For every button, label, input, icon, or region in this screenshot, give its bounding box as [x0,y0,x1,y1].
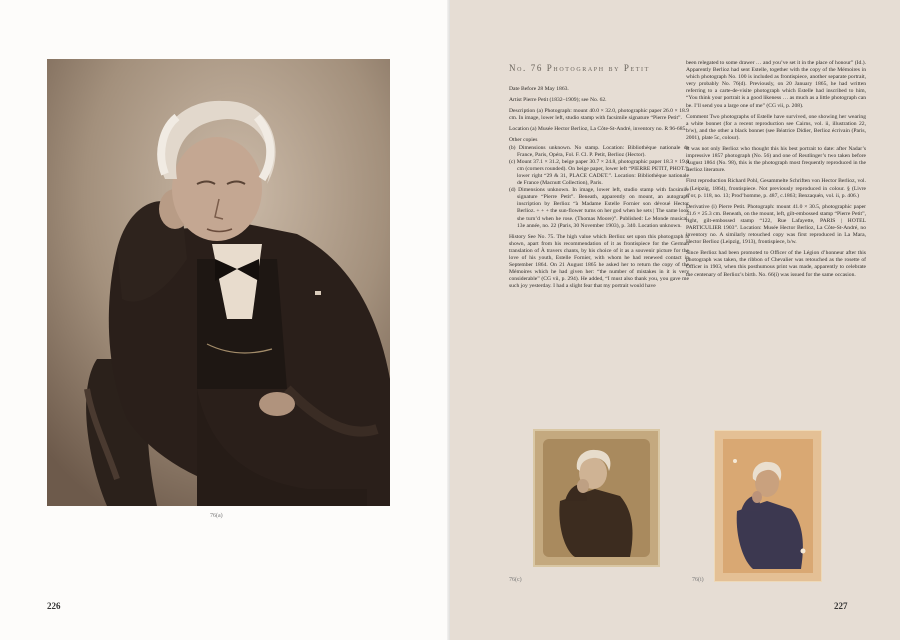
copy-item-b: (b) Dimensions unknown. No stamp. Location: Bibliothèque nationale de France, Paris, Opéra, Fol. F. Cl. P. Petit, Berlioz (Hector). [509,144,689,158]
figure-caption-76a: 76(a) [210,513,223,519]
entry-heading: No. 76 Photograph by Petit [509,63,650,73]
copy-item-d: (d) Dimensions unknown. In image, lower left, studio stamp with facsimile signature “Pierre Petit”. Beneath, apparently on mount, an autograph inscription by Berlioz “à Madame Estelle Fornier son dévoué Hector Berlioz. + + + the sun-flower turns on her god when he sets | The same look she turn’d when he rose. (Thomas Moore)”. Published: Le Monde musical, 13e année, no. 22 (Paris, 30 November 1903), p. 340. Location unknown. [509,187,689,229]
other-copies-title: Other copies [509,137,538,144]
portrait-illustration [47,59,390,506]
entry-derivative-2: Since Berlioz had been promoted to Officer of the Légion d’honneur after this photograph was taken, the ribbon of Chevalier was retouched as the rosette of Officer in 1903, when this posthumous print was made, apparently to celebrate the centenary of Berlioz’s birth. No. 66(i) was issued for the same occasion. [686,250,866,278]
portrait-photograph-76a [47,59,390,506]
entry-date: Date Before 28 May 1863. [509,86,569,92]
page-number-left: 226 [47,601,61,611]
entry-location: Location (a) Musée Hector Berlioz, La Côte-St-André, inventory no. R 96-685. [509,126,687,133]
text-column-right [686,60,866,283]
entry-derivative: Derivative (i) Pierre Petit. Photograph: mount 41.0 × 30.5, photographic paper 31.6 × 25.3 cm. Beneath, on the mount, left, gilt-embossed stamp “Pierre Petit”, right, gilt-embossed stamp “122, Rue Lafayette, PARIS | HOTEL PARTICULIER 1903”. Location: Musée Hector Berlioz, La Côte-St-André, no inventory no. A similarly retouched copy was first reproduced in La Mara, Hector Berlioz (Leipzig, 1913), frontispiece, b/w. [686,203,866,246]
entry-description: Description (a) Photograph: mount 40.0 × 32.0, photographic paper 26.0 × 18.9 cm. In image, lower left, studio stamp with facsimile signature “Pierre Petit”. [509,108,689,122]
photo-76c-illustration [535,431,658,565]
entry-comment-2: It was not only Berlioz who thought this his best portrait to date: after Nadar’s impressive 1857 photograph (No. 56) and one of Reutlinger’s two taken before August 1864 (No. 98), this is the photograph most frequently reproduced in the Berlioz literature. [686,146,866,174]
photograph-76c [533,429,660,567]
entry-first-reproduction: First reproduction Richard Pohl, Gesammelte Schriften von Hector Berlioz, vol. i (Leipzig, 1864), frontispiece. Not previously reproduced in colour. § (Livre d’or, p. 118, no. 13; Prod’homme, p. 487, c.1863; Benzaquén, vol. ii, p. 406.) [686,178,866,199]
page-number-right: 227 [834,601,848,611]
text-column-left [509,86,689,294]
figure-caption-76c: 76(c) [509,577,522,583]
copy-item-c: (c) Mount 37.1 × 31.2, beige paper 30.7 × 24.8, photographic paper 18.3 × 19.0 cm (corners rounded). On beige paper, lower left “PIERRE PETIT, PHOT.”, lower right “29 & 31, PLACE CADET.”. Location: Bibliothèque nationale de France (Macnutt Collection), Paris. [509,158,689,187]
entry-artist: Artist Pierre Petit (1832–1909); see No. 62. [509,97,607,104]
figure-caption-76i: 76(i) [692,577,704,583]
entry-comment: Comment Two photographs of Estelle have survived, one showing her wearing a white bonnet (for a recent reproduction see Cairns, vol. ii, illustration 22, b/w), and the other a black bonnet (see Béatrice Didier, Berlioz écrivain (Paris, 2001), plate 5c, colour). [686,113,866,141]
photo-76i-illustration [715,431,821,581]
other-copies-list [509,137,689,229]
photograph-76i [714,430,822,582]
entry-history: History See No. 75. The high value which Berlioz set upon this photograph is shown, apart from his recommendation of it as frontispiece for the German translation of À travers chants, by his choice of it as a souvenir picture for the love of his youth, Estelle Fornier, with whom he had renewed contact in September 1864. On 21 August 1865 he asked her to return the copy of the Mémoires which he had given her: “the number of mistakes in it is very considerable” (CG vii, p. 294). He added, “I must also thank you, you gave me such joy yesterday. I had a slight fear that my portrait would have [509,233,689,290]
history-continued: been relegated to some drawer … and you’ve set it in the place of honour” (Id.). Apparently Berlioz had sent Estelle, together with the copy of the Mémoires in which photograph No. 100 is included as frontispiece, another separate portrait, very probably No. 76(d). Previously, on 20 January 1865, he had written referring to a carte-de-visite photograph which Estelle had inscribed to him, “You think your portrait is a good likeness … as much as a little photograph can be. I’ll send you a large one of me” (CG vii, p. 208). [686,60,866,109]
